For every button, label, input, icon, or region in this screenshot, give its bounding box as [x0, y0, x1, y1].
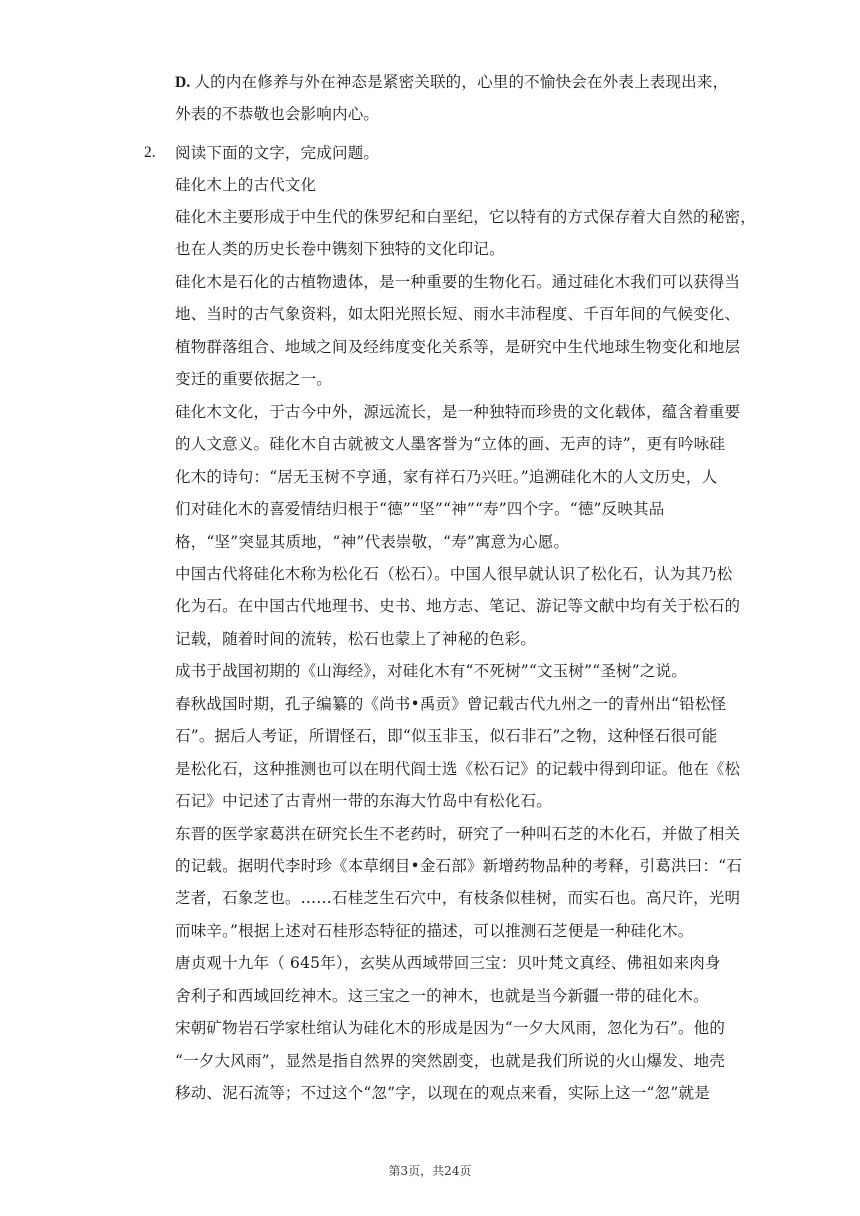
passage-line: 宋朝矿物岩石学家杜绾认为硅化木的形成是因为“一夕大风雨，忽化为石”。他的 [175, 1019, 726, 1037]
question-number: 2. [144, 144, 156, 161]
question-instruction: 阅读下面的文字，完成问题。 [175, 144, 380, 162]
passage-line: 地、当时的古气象资料，如太阳光照长短、雨水丰沛程度、千百年间的气候变化、 [175, 305, 741, 323]
passage-line: 中国古代将硅化木称为松化石（松石）。中国人很早就认识了松化石，认为其乃松 [175, 565, 733, 583]
passage-line: 唐贞观十九年（ 645年），玄奘从西域带回三宝：贝叶梵文真经、佛祖如来肉身 [175, 954, 721, 972]
passage-line: 而味辛。”根据上述对石桂形态特征的描述，可以推测石芝便是一种硅化木。 [175, 922, 694, 940]
passage-line: 芝者，石象芝也。……石桂芝生石穴中，有枝条似桂树，而实石也。高尺许，光明 [175, 889, 741, 907]
passage-line: 东晋的医学家葛洪在研究长生不老药时，研究了一种叫石芝的木化石，并做了相关 [175, 825, 741, 843]
passage-line: 石记》中记述了古青州一带的东海大竹岛中有松化石。 [175, 792, 552, 810]
passage-line: 舍利子和西域回纥神木。这三宝之一的神木，也就是当今新疆一带的硅化木。 [175, 987, 709, 1005]
passage-line: 春秋战国时期，孔子编纂的《尚书•禹贡》曾记载古代九州之一的青州出“铅松怪 [175, 695, 727, 713]
passage-line: 成书于战国初期的《山海经》，对硅化木有“不死树”“文玉树”“圣树”之说。 [175, 662, 687, 680]
passage-line: “一夕大风雨”，显然是指自然界的突然剧变，也就是我们所说的火山爆发、地壳 [175, 1052, 726, 1070]
passage-line: 化为石。在中国古代地理书、史书、地方志、笔记、游记等文献中均有关于松石的 [175, 597, 741, 615]
option-d-line-1: D. 人的内在修养与外在神态是紧密关联的，心里的不愉快会在外表上表现出来， [175, 73, 729, 91]
passage-line: 是松化石，这种推测也可以在明代阎士选《松石记》的记载中得到印证。他在《松 [175, 760, 741, 778]
passage-line: 们对硅化木的喜爱情结归根于“德”“坚”“神”“寿”四个字。“德”反映其品 [175, 500, 665, 518]
passage-line: 硅化木主要形成于中生代的侏罗纪和白垩纪，它以特有的方式保存着大自然的秘密， [175, 208, 756, 226]
passage-line: 植物群落组合、地域之间及经纬度变化关系等，是研究中生代地球生物变化和地层 [175, 338, 741, 356]
passage-line: 变迁的重要依据之一。 [175, 370, 333, 388]
passage-line: 的记载。据明代李时珍《本草纲目•金石部》新增药物品种的考释，引葛洪曰：“石 [175, 857, 742, 875]
passage-line: 硅化木是石化的古植物遗体，是一种重要的生物化石。通过硅化木我们可以获得当 [175, 273, 741, 291]
passage-line: 记载，随着时间的流转，松石也蒙上了神秘的色彩。 [175, 630, 537, 648]
passage-line: 化木的诗句：“居无玉树不亨通，家有祥石乃兴旺。”追溯硅化木的人文历史，人 [175, 468, 718, 486]
passage-line: 也在人类的历史长卷中镌刻下独特的文化印记。 [175, 240, 505, 258]
passage-line: 的人文意义。硅化木自古就被文人墨客誉为“立体的画、无声的诗”，更有吟咏硅 [175, 435, 726, 453]
option-d-line-2: 外表的不恭敬也会影响内心。 [175, 105, 380, 123]
passage-line: 硅化木文化，于古今中外，源远流长，是一种独特而珍贵的文化载体，蕴含着重要 [175, 403, 741, 421]
passage-title: 硅化木上的古代文化 [175, 176, 317, 194]
option-d-label: D. [175, 74, 191, 91]
page-footer: 第3页，共24页 [388, 1164, 472, 1178]
passage-line: 移动、泥石流等；不过这个“忽”字，以现在的观点来看，实际上这一“忽”就是 [175, 1084, 710, 1102]
passage-line: 石”。据后人考证，所谓怪石，即“似玉非玉，似石非石”之物，这种怪石很可能 [175, 727, 718, 745]
passage-line: 格，“坚”突显其质地，“神”代表崇敬，“寿”寓意为心愿。 [175, 533, 570, 551]
